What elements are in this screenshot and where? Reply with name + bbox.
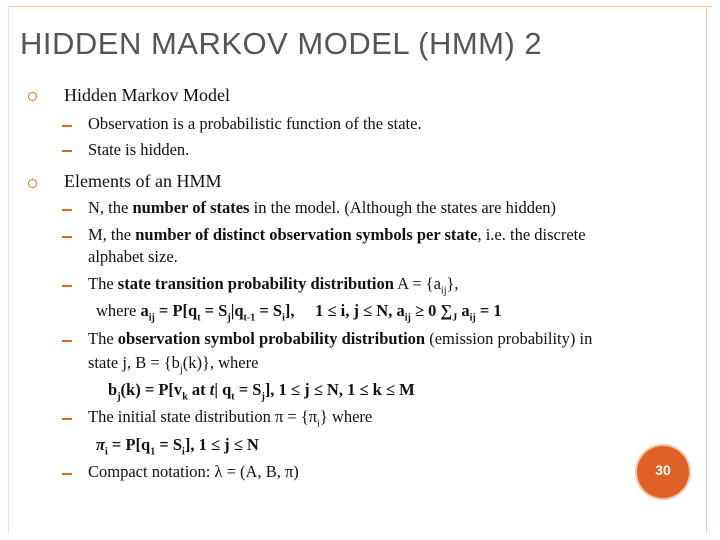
list-item-n: N, the number of states in the model. (Although the states are hidden) bbox=[88, 198, 557, 217]
list-item-m: M, the number of distinct observation symbols per state, i.e. the discrete bbox=[88, 225, 586, 244]
frame-top-line bbox=[8, 6, 712, 7]
frame-left-line bbox=[8, 6, 9, 534]
list-item: Observation is a probabilistic function of the state. bbox=[88, 114, 422, 133]
b-formula: $b_j(k) = P[v_k$ at t| $q_t = S_j$], 1 ≤ j ≤ N, 1 ≤ k ≤ M bbox=[108, 380, 415, 403]
list-item-compact: Compact notation: λ = (A, B, π) bbox=[88, 462, 299, 481]
list-item-b-cont: state j, $B = \{b_j(k)\}$, where bbox=[88, 353, 259, 376]
dash-bullet-icon bbox=[62, 150, 72, 152]
list-item-pi: The initial state distribution $\pi = \{\pi_i\}$ where bbox=[88, 407, 373, 430]
page-number-badge bbox=[637, 446, 689, 498]
list-item-b: The observation symbol probability distribution (emission probability) in bbox=[88, 329, 593, 348]
dash-bullet-icon bbox=[62, 209, 72, 211]
list-item-m-cont: alphabet size. bbox=[88, 247, 178, 266]
circle-bullet-icon bbox=[28, 179, 37, 188]
section-heading: Elements of an HMM bbox=[64, 171, 222, 191]
frame-right-line bbox=[706, 6, 707, 534]
dash-bullet-icon bbox=[62, 285, 72, 287]
page-number: 30 bbox=[655, 462, 671, 478]
a-formula: where $a_{ij} = P[q_t = S_j|q_{t-1} = S_i]$, 1 ≤ i, j ≤ N, $a_{ij} \ge 0$ $\sum_J$ $a_{ij} = 1$ bbox=[96, 301, 502, 324]
section-heading: Hidden Markov Model bbox=[64, 85, 230, 105]
list-item-a: The state transition probability distribution $A = \{a_{ij}\}$, bbox=[88, 274, 459, 297]
dash-bullet-icon bbox=[62, 418, 72, 420]
dash-bullet-icon bbox=[62, 125, 72, 127]
pi-formula: $\pi_i = P[q_1 = S_i]$, 1 ≤ j ≤ N bbox=[96, 435, 259, 458]
dash-bullet-icon bbox=[62, 340, 72, 342]
list-item: State is hidden. bbox=[88, 140, 190, 159]
dash-bullet-icon bbox=[62, 236, 72, 238]
slide-title: HIDDEN MARKOV MODEL (HMM) 2 bbox=[20, 26, 543, 61]
circle-bullet-icon bbox=[28, 92, 37, 101]
dash-bullet-icon bbox=[62, 473, 72, 475]
